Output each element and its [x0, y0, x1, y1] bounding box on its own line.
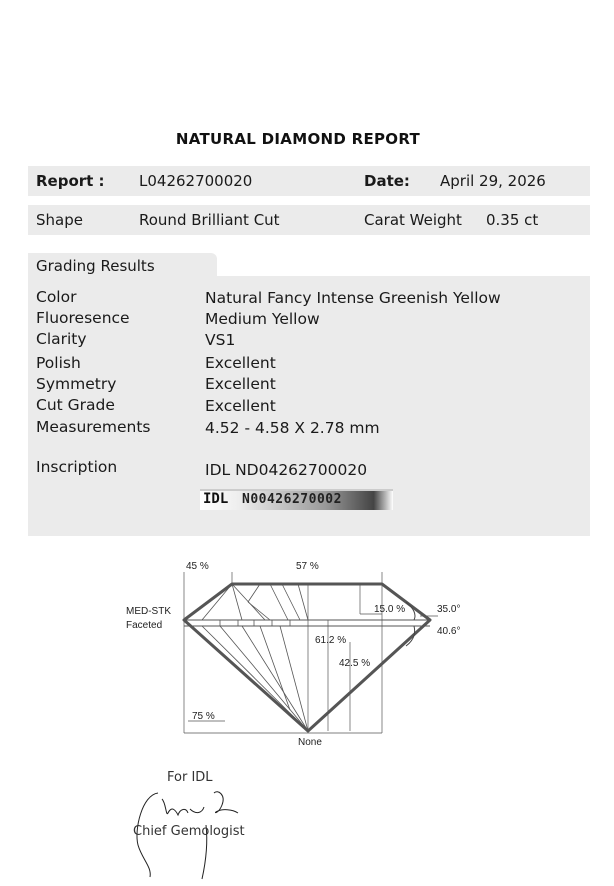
grading-value-polish: Excellent — [205, 354, 276, 372]
grading-label-color: Color — [36, 288, 77, 306]
grading-label-polish: Polish — [36, 354, 81, 372]
grading-value-measurements: 4.52 - 4.58 X 2.78 mm — [205, 419, 380, 437]
carat-value: 0.35 ct — [486, 211, 539, 229]
star-length-label: 45 % — [186, 561, 209, 572]
girdle-label-1: MED-STK — [126, 606, 171, 617]
page-title: NATURAL DIAMOND REPORT — [175, 130, 421, 148]
laser-inscription-image — [200, 489, 393, 510]
laser-text: N00426270002 — [242, 492, 342, 507]
girdle-label-2: Faceted — [126, 620, 163, 631]
report-label: Report : — [36, 172, 105, 190]
crown-height-label: 15.0 % — [374, 604, 406, 615]
grading-label-fluorescence: Fluoresence — [36, 309, 130, 327]
laser-prefix: IDL — [203, 491, 229, 507]
grading-label-clarity: Clarity — [36, 330, 87, 348]
grading-value-fluorescence: Medium Yellow — [205, 310, 320, 328]
grading-value-color: Natural Fancy Intense Greenish Yellow — [205, 289, 501, 307]
table-percent-label: 57 % — [296, 561, 319, 572]
pavilion-angle-label: 40.6° — [437, 626, 461, 637]
pavilion-depth-label: 42.5 % — [339, 658, 371, 669]
report-info-band — [28, 166, 590, 196]
grading-label-symmetry: Symmetry — [36, 375, 117, 393]
grading-label-cut-grade: Cut Grade — [36, 396, 115, 414]
grading-label-measurements: Measurements — [36, 418, 151, 436]
date-value: April 29, 2026 — [440, 172, 546, 190]
signature-title: Chief Gemologist — [133, 824, 245, 839]
total-depth-label: 61.2 % — [315, 635, 347, 646]
grading-value-symmetry: Excellent — [205, 375, 276, 393]
shape-label: Shape — [36, 211, 83, 229]
inscription-label: Inscription — [36, 458, 118, 476]
shape-carat-band — [28, 205, 590, 235]
lower-half-label: 75 % — [192, 711, 215, 722]
grading-value-clarity: VS1 — [205, 331, 236, 349]
report-number: L04262700020 — [139, 172, 253, 190]
shape-value: Round Brilliant Cut — [139, 211, 280, 229]
grading-value-cut-grade: Excellent — [205, 397, 276, 415]
proportion-diagram — [120, 550, 480, 750]
inscription-value: IDL ND04262700020 — [205, 461, 368, 479]
signature-for-text: For IDL — [167, 770, 213, 785]
crown-angle-label: 35.0° — [437, 604, 461, 615]
culet-label: None — [298, 737, 322, 748]
grading-section-title: Grading Results — [36, 257, 155, 275]
date-label: Date: — [364, 172, 410, 190]
carat-label: Carat Weight — [364, 211, 462, 229]
